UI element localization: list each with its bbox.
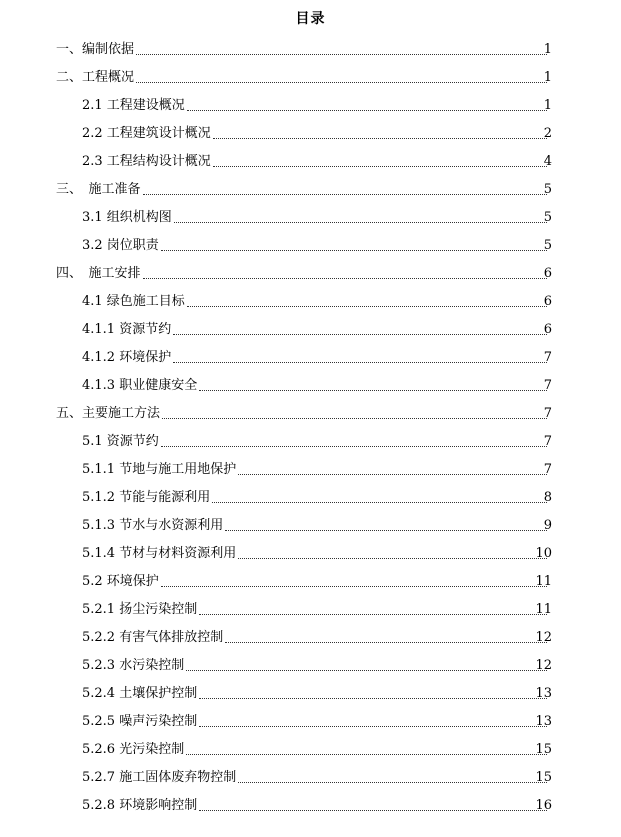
toc-entry-title: 5.1.3 节水与水资源利用 xyxy=(82,518,224,533)
toc-page-number: 12 xyxy=(535,658,552,673)
dot-leader xyxy=(238,558,547,559)
toc-entry[interactable] xyxy=(0,340,621,368)
toc-page-number: 13 xyxy=(535,714,552,729)
toc-page-number: 5 xyxy=(543,238,552,253)
toc-page-number: 5 xyxy=(543,210,552,225)
toc-page-number: 6 xyxy=(543,266,552,281)
toc-page-number: 5 xyxy=(543,182,552,197)
toc-entry[interactable] xyxy=(0,592,621,620)
toc-entry-title: 4.1 绿色施工目标 xyxy=(82,294,185,309)
dot-leader xyxy=(199,614,547,615)
toc-page-number: 7 xyxy=(543,378,552,393)
toc-entry-title: 3.1 组织机构图 xyxy=(82,210,172,225)
toc-entry-title: 5.2.2 有害气体排放控制 xyxy=(82,630,224,645)
toc-entry-title: 5.1.1 节地与施工用地保护 xyxy=(82,462,237,477)
toc-entry-title: 2.3 工程结构设计概况 xyxy=(82,154,211,169)
toc-entry[interactable] xyxy=(0,228,621,256)
dot-leader xyxy=(186,754,547,755)
toc-entry-title: 四、 施工安排 xyxy=(56,266,141,281)
toc-entry[interactable] xyxy=(0,452,621,480)
dot-leader xyxy=(225,642,547,643)
dot-leader xyxy=(199,726,547,727)
toc-page-number: 7 xyxy=(543,350,552,365)
toc-entry[interactable] xyxy=(0,172,621,200)
dot-leader xyxy=(173,362,547,363)
toc-page-number: 8 xyxy=(543,490,552,505)
dot-leader xyxy=(161,586,547,587)
toc-entry[interactable] xyxy=(0,648,621,676)
toc-page-number: 6 xyxy=(543,294,552,309)
toc-entry[interactable] xyxy=(0,256,621,284)
toc-entry[interactable] xyxy=(0,788,621,816)
dot-leader xyxy=(186,670,547,671)
dot-leader xyxy=(199,810,547,811)
toc-entry-title: 5.2.8 环境影响控制 xyxy=(82,798,198,813)
toc-page-number: 1 xyxy=(543,70,552,85)
dot-leader xyxy=(212,502,547,503)
toc-entry[interactable] xyxy=(0,32,621,60)
toc-page-number: 7 xyxy=(543,434,552,449)
toc-entry[interactable] xyxy=(0,144,621,172)
toc-entry[interactable] xyxy=(0,508,621,536)
toc-entry-title: 2.2 工程建筑设计概况 xyxy=(82,126,211,141)
toc-entry[interactable] xyxy=(0,116,621,144)
toc-entry-title: 二、工程概况 xyxy=(56,70,135,85)
dot-leader xyxy=(162,418,547,419)
toc-entry[interactable] xyxy=(0,732,621,760)
dot-leader xyxy=(143,194,547,195)
toc-page-number: 16 xyxy=(535,798,552,813)
toc-page-number: 7 xyxy=(543,462,552,477)
toc-page-number: 1 xyxy=(543,42,552,57)
toc-entry[interactable] xyxy=(0,760,621,788)
toc-entry-title: 五、主要施工方法 xyxy=(56,406,161,421)
toc-page-number: 11 xyxy=(535,574,552,589)
toc-entry[interactable] xyxy=(0,396,621,424)
toc-entry-title: 5.2.5 噪声污染控制 xyxy=(82,714,198,729)
toc-entry-title: 5.2 环境保护 xyxy=(82,574,159,589)
toc-entry[interactable] xyxy=(0,88,621,116)
toc-page-number: 7 xyxy=(543,406,552,421)
toc-entry-title: 三、 施工准备 xyxy=(56,182,141,197)
dot-leader xyxy=(213,138,547,139)
dot-leader xyxy=(174,222,547,223)
toc-entry[interactable] xyxy=(0,536,621,564)
toc-page-number: 13 xyxy=(535,686,552,701)
dot-leader xyxy=(199,698,547,699)
toc-entry[interactable] xyxy=(0,480,621,508)
toc-entry[interactable] xyxy=(0,368,621,396)
toc-entry-title: 3.2 岗位职责 xyxy=(82,238,159,253)
toc-entry-title: 5.1.4 节材与材料资源利用 xyxy=(82,546,237,561)
toc-entry[interactable] xyxy=(0,284,621,312)
toc-page-number: 6 xyxy=(543,322,552,337)
dot-leader xyxy=(238,782,547,783)
toc-entry[interactable] xyxy=(0,424,621,452)
dot-leader xyxy=(161,250,547,251)
toc-page-number: 9 xyxy=(543,518,552,533)
toc-entry-title: 5.1.2 节能与能源利用 xyxy=(82,490,211,505)
toc-entry[interactable] xyxy=(0,704,621,732)
toc-page-number: 11 xyxy=(535,602,552,617)
toc-entry-title: 5.2.1 扬尘污染控制 xyxy=(82,602,198,617)
toc-title: 目录 xyxy=(295,11,326,27)
toc-page-number: 4 xyxy=(543,154,552,169)
toc-page-number: 15 xyxy=(535,742,552,757)
toc-entry-title: 2.1 工程建设概况 xyxy=(82,98,185,113)
toc-entry-title: 一、编制依据 xyxy=(56,42,135,57)
toc-list xyxy=(0,32,621,816)
toc-page-number: 15 xyxy=(535,770,552,785)
dot-leader xyxy=(225,530,547,531)
toc-entry[interactable] xyxy=(0,564,621,592)
toc-entry-title: 5.2.3 水污染控制 xyxy=(82,658,185,673)
toc-entry-title: 5.1 资源节约 xyxy=(82,434,159,449)
toc-entry[interactable] xyxy=(0,200,621,228)
toc-entry[interactable] xyxy=(0,676,621,704)
dot-leader xyxy=(143,278,547,279)
toc-entry[interactable] xyxy=(0,620,621,648)
toc-entry-title: 4.1.1 资源节约 xyxy=(82,322,172,337)
toc-entry[interactable] xyxy=(0,60,621,88)
toc-page-number: 1 xyxy=(543,98,552,113)
toc-page-number: 12 xyxy=(535,630,552,645)
toc-entry-title: 5.2.4 土壤保护控制 xyxy=(82,686,198,701)
dot-leader xyxy=(136,82,547,83)
dot-leader xyxy=(238,474,547,475)
dot-leader xyxy=(187,110,547,111)
dot-leader xyxy=(161,446,547,447)
toc-entry[interactable] xyxy=(0,312,621,340)
toc-entry-title: 5.2.7 施工固体废弃物控制 xyxy=(82,770,237,785)
dot-leader xyxy=(136,54,547,55)
toc-entry-title: 4.1.2 环境保护 xyxy=(82,350,172,365)
toc-entry-title: 4.1.3 职业健康安全 xyxy=(82,378,198,393)
dot-leader xyxy=(187,306,547,307)
dot-leader xyxy=(173,334,547,335)
dot-leader xyxy=(213,166,547,167)
toc-entry-title: 5.2.6 光污染控制 xyxy=(82,742,185,757)
toc-page-number: 2 xyxy=(543,126,552,141)
dot-leader xyxy=(199,390,547,391)
toc-page-number: 10 xyxy=(535,546,552,561)
